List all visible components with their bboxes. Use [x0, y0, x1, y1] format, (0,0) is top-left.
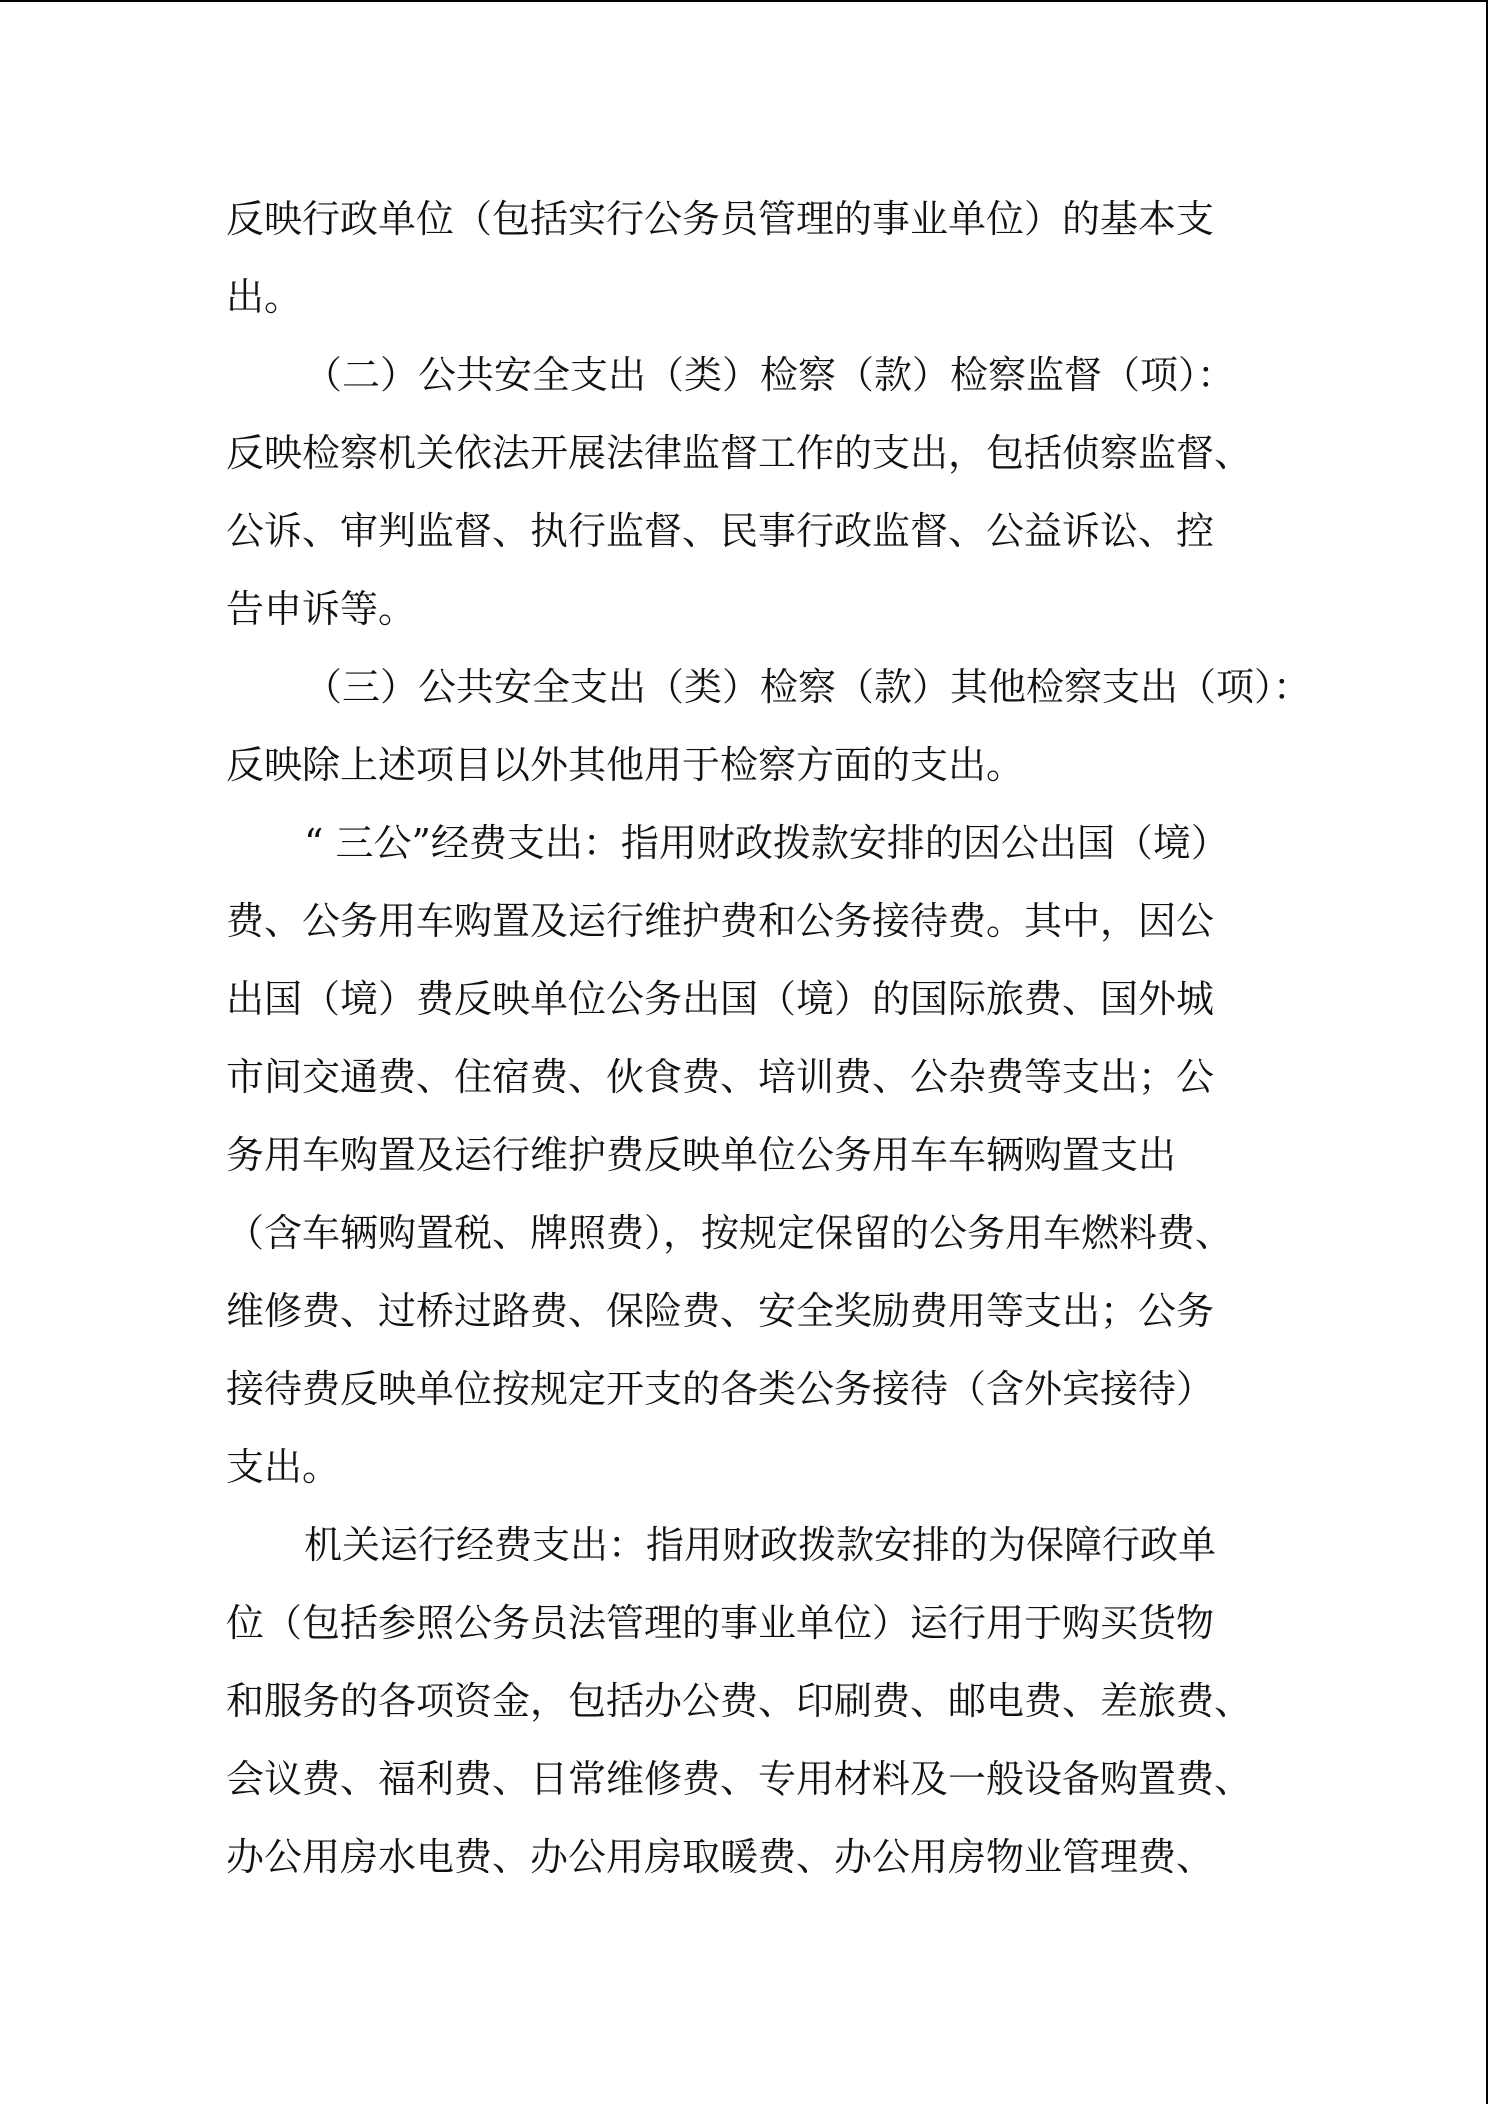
text-line: 公诉、审判监督、执行监督、民事行政监督、公益诉讼、控 [226, 509, 1215, 553]
text-line: 务用车购置及运行维护费反映单位公务用车车辆购置支出 [226, 1133, 1177, 1177]
text-line: 接待费反映单位按规定开支的各类公务接待（含外宾接待） [226, 1367, 1215, 1411]
text-line: （二）公共安全支出（类）检察（款）检察监督（项）： [304, 353, 1236, 397]
text-line: 告申诉等。 [226, 587, 417, 631]
text-line: 会议费、福利费、日常维修费、专用材料及一般设备购置费、 [226, 1757, 1253, 1801]
text-line: 费、公务用车购置及运行维护费和公务接待费。其中，因公 [226, 899, 1215, 943]
text-line: 维修费、过桥过路费、保险费、安全奖励费用等支出；公务 [226, 1289, 1215, 1333]
text-line: 反映行政单位（包括实行公务员管理的事业单位）的基本支 [226, 197, 1215, 241]
text-line: “ 三公”经费支出：指用财政拨款安排的因公出国（境） [304, 821, 1229, 865]
text-line: 市间交通费、住宿费、伙食费、培训费、公杂费等支出；公 [226, 1055, 1215, 1099]
text-line: 办公用房水电费、办公用房取暖费、办公用房物业管理费、 [226, 1835, 1215, 1879]
document-body [226, 180, 1312, 1896]
page-top-border [0, 0, 1488, 2]
text-line: 和服务的各项资金，包括办公费、印刷费、邮电费、差旅费、 [226, 1679, 1253, 1723]
text-line: 机关运行经费支出：指用财政拨款安排的为保障行政单 [304, 1523, 1217, 1567]
text-line: 出。 [226, 275, 303, 319]
text-line: 反映除上述项目以外其他用于检察方面的支出。 [226, 743, 1025, 787]
text-line: 反映检察机关依法开展法律监督工作的支出，包括侦察监督、 [226, 431, 1253, 475]
text-line: 支出。 [226, 1445, 341, 1489]
text-line: 出国（境）费反映单位公务出国（境）的国际旅费、国外城 [226, 977, 1215, 1021]
text-line: （三）公共安全支出（类）检察（款）其他检察支出（项）： [304, 665, 1312, 709]
text-line: （含车辆购置税、牌照费），按规定保留的公务用车燃料费、 [226, 1211, 1234, 1255]
text-line: 位（包括参照公务员法管理的事业单位）运行用于购买货物 [226, 1601, 1215, 1645]
